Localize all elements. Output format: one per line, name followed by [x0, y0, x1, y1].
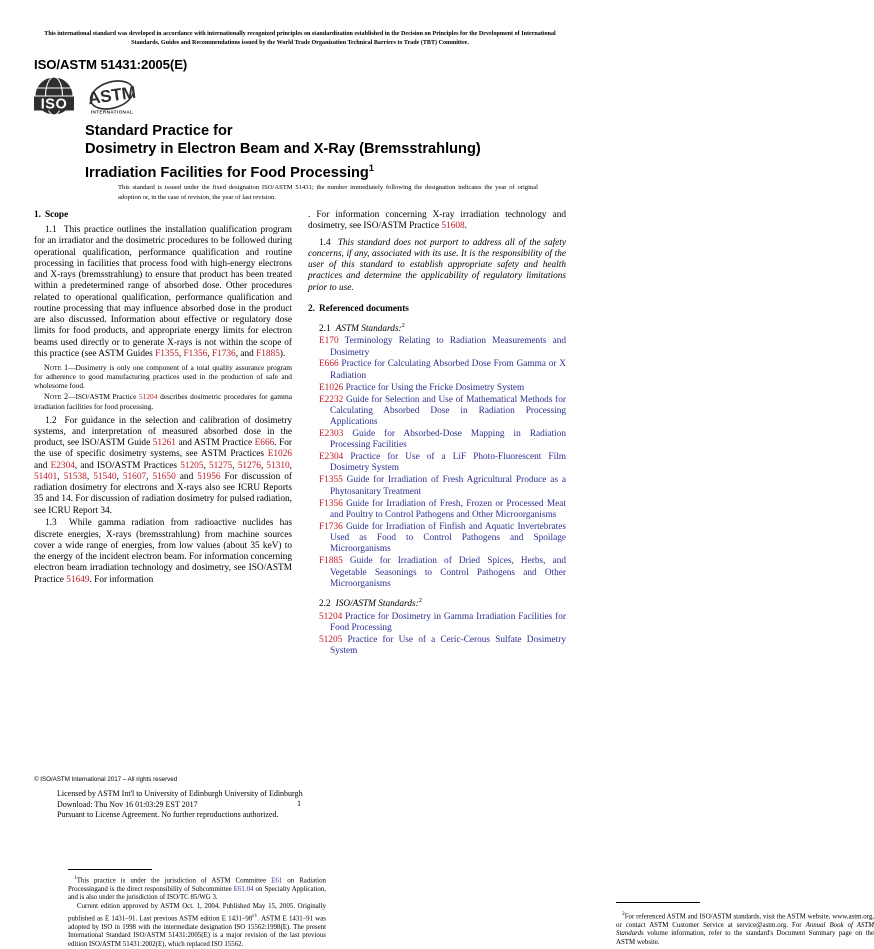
footnote-2-italic: Annual Book of ASTM Standards — [616, 921, 874, 938]
reference-designation[interactable]: E170 — [319, 336, 339, 347]
note-1-text: —Dosimetry is only one component of a total quality assurance program for adherence to good manufacturing practices used in the production of safe and wholesome food. — [34, 362, 292, 390]
subheading-title: ASTM Standards: — [335, 323, 402, 334]
para-text: This practice outlines the installation qualification program for an irradiator and the dosimetric procedures to be followed during operational qualification, performance qualification and routine processing in facilities that process food with high-energy electrons and X-rays (bremsstrahlung) to ensure that product has been treated within a predetermined range of absorbed dose. Other procedures related to operational qualification, performance qualification and routine processing that may influence absorbed dose in the product are also discussed. Information about effective or regulatory dose limits for food products, and appropriate energy limits for electron beams used directly or to generate X-rays is not within the scope of this practice (see ASTM Guides — [34, 225, 292, 359]
paragraph-1-3-cont — [308, 210, 566, 233]
link-f1885[interactable]: F1885 — [256, 348, 280, 359]
reference-designation[interactable]: E1026 — [319, 382, 344, 393]
para-text-e: , and ISO/ASTM Practices — [74, 460, 181, 471]
reference-designation[interactable]: F1356 — [319, 498, 343, 509]
link-e1026[interactable]: E1026 — [267, 449, 292, 460]
para-number: 1.3 — [45, 518, 57, 529]
standard-designation: ISO/ASTM 51431:2005(E) — [34, 57, 188, 72]
para-text-f: For discussion of radiation dosimetry for electrons and X-rays also see ICRU Reports 35 and 14. For discussion of radiation dosimetry for pulsed radiation, see ICRU Report 34. — [34, 471, 293, 516]
license-line-1: Licensed by ASTM Int'l to University of Edinburgh University of Edinburgh — [57, 789, 303, 798]
reference-designation[interactable]: E2304 — [319, 452, 344, 463]
link-51540[interactable]: 51540 — [93, 471, 117, 482]
link-e666[interactable]: E666 — [254, 438, 275, 449]
title-line-1: Standard Practice for — [85, 123, 233, 139]
note-2-text-a: —ISO/ASTM Practice — [68, 392, 139, 402]
license-line-3: Pursuant to License Agreement. No further reproductions authorized. — [57, 810, 279, 820]
footnote-1-text-d: Current edition approved by ASTM Oct. 1, 2004. Published May 15, 2005. Originally published as E 1431–91. Last previous ASTM edition E 1431–98 — [68, 903, 326, 922]
para-end: ). — [279, 348, 286, 359]
para-text-d: and — [34, 460, 51, 471]
paragraph-1-3: 1.3 While gamma radiation from radioactive nuclides has discrete energies, X-rays (bremsstrahlung) from machine sources cover a wide range of energies, from low values (about 35 keV) to the energy of the incident electron beam. For information concerning electron beam irradiation technology and dosimetry, see ISO/ASTM Practice 51649. For information — [34, 518, 292, 585]
reference-designation[interactable]: E666 — [319, 359, 339, 370]
license-line-2: Download: Thu Nov 16 01:03:29 EST 2017 — [57, 799, 198, 809]
reference-item[interactable] — [308, 499, 566, 522]
issue-statement: This standard is issued under the fixed designation ISO/ASTM 51431; the number immediately following the designation indicates the year of original adoption or, in the case of revision, the year of last revision. — [118, 184, 538, 201]
link-e2304[interactable]: E2304 — [50, 460, 75, 471]
para-text-b: and ASTM Practice — [175, 438, 255, 449]
reference-item[interactable] — [308, 383, 566, 394]
section-number: 1. — [34, 210, 41, 220]
link-e61-04[interactable]: E61.04 — [233, 885, 254, 893]
reference-title: Guide for Selection and Use of Mathematical Methods for Calculating Absorbed Dose in Radiation Processing Applications — [330, 394, 566, 428]
footnote-1-text-a: This practice is under the jurisdiction of ASTM Committee — [76, 877, 272, 885]
title-line-3 — [85, 159, 537, 182]
reference-title: Practice for Using the Fricke Dosimetry System — [345, 382, 525, 393]
reference-item[interactable] — [308, 359, 566, 382]
para-text-b: . For information concerning X-ray irradiation technology and dosimetry, see ISO/ASTM Practice — [308, 210, 566, 232]
reference-designation[interactable]: E2303 — [319, 429, 344, 439]
reference-item[interactable] — [308, 452, 566, 475]
subheading-title: ISO/ASTM Standards: — [335, 599, 419, 610]
link-51261[interactable]: 51261 — [152, 438, 176, 449]
reference-title: Guide for Absorbed-Dose Mapping in Radiation Processing Facilities — [330, 429, 566, 451]
footnote-2-para — [616, 910, 874, 948]
svg-text:INTERNATIONAL: INTERNATIONAL — [90, 109, 134, 115]
link-51401[interactable]: 51401 — [34, 471, 58, 482]
paragraph-1-4 — [308, 238, 566, 294]
svg-text:ISO: ISO — [40, 96, 68, 113]
reference-designation[interactable]: E2232 — [319, 394, 344, 405]
section-number: 2. — [308, 303, 315, 314]
note-2 — [34, 392, 292, 410]
title-line-3-text: Irradiation Facilities for Food Processing — [85, 164, 369, 181]
link-f1355[interactable]: F1355 — [155, 348, 179, 359]
link-51204[interactable]: 51204 — [138, 392, 158, 402]
section-title: Referenced documents — [318, 303, 409, 314]
link-f1736[interactable]: F1736 — [211, 348, 236, 359]
link-51276[interactable]: 51276 — [237, 460, 261, 471]
footnote-1-para-2 — [68, 903, 326, 949]
footnote-1-marker: 1 — [74, 875, 77, 881]
para-text: This standard does not purport to address all of the safety concerns, if any, associated with its use. It is the responsibility of the user of this standard to establish appropriate safety and health practices and determine the applicability of regulatory limitations prior to use. — [308, 237, 566, 293]
footnote-2-text-b: volume information, refer to the standard's Document Summary page on the ASTM website. — [616, 930, 874, 947]
para-number: 1.2 — [45, 415, 57, 426]
reference-designation[interactable]: F1355 — [319, 475, 343, 486]
reference-item[interactable] — [308, 556, 566, 590]
link-51650[interactable]: 51650 — [152, 471, 176, 482]
footnote-1-sup: ε1 — [252, 912, 258, 919]
subheading-number: 2.1 — [319, 323, 331, 334]
reference-item[interactable] — [308, 612, 566, 635]
footnote-rule-right — [616, 902, 700, 903]
subheading-number: 2.2 — [319, 599, 331, 610]
reference-title: Guide for Irradiation of Finfish and Aquatic Invertebrates Used as Food to Control Pathogens and Spoilage Microorganisms — [330, 521, 566, 555]
link-f1356[interactable]: F1356 — [183, 348, 208, 359]
reference-title: Guide for Irradiation of Fresh, Frozen or Processed Meat and Poultry to Control Pathogens and Other Microorganisms — [330, 498, 566, 520]
document-title — [85, 122, 537, 182]
license-block — [57, 789, 387, 821]
page-number: 1 — [297, 799, 301, 808]
para-number: 1.4 — [319, 237, 331, 248]
link-51608[interactable]: 51608 — [441, 221, 465, 232]
reference-item[interactable] — [308, 522, 566, 556]
right-column — [308, 210, 874, 947]
reference-item[interactable] — [308, 429, 566, 452]
reference-title: Terminology Relating to Radiation Measurements and Dosimetry — [330, 336, 567, 358]
section-title: Scope — [44, 210, 69, 220]
link-51275[interactable]: 51275 — [208, 460, 233, 471]
para-number: 1.1 — [45, 225, 57, 236]
reference-title: Practice for Use of a LiF Photo-Fluorescent Film Dosimetry System — [330, 452, 567, 474]
paragraph-1-1: 1.1 This practice outlines the installation qualification program for an irradiator and the dosimetric procedures to be followed during operational qualification, performance qualification and routine processing in facilities that process food with high-energy electrons and X-rays (bremsstrahlung) to ensure that product has been treated within a predetermined range of absorbed dose. Other procedures related to operational qualification, performance qualification and routine processing that may influence absorbed dose in the product are also discussed. Information about effective or regulatory dose limits for food products, and appropriate energy limits for electron beams used directly or to generate X-rays is not within the scope of this practice (see ASTM Guides F1355, F1356, F1736, and F1885). — [34, 225, 292, 359]
title-footnote-marker: 1 — [368, 162, 374, 173]
link-51310[interactable]: 51310 — [266, 460, 290, 471]
para-text-c: . For the use of specific dosimetry systems, see ASTM Practices — [34, 438, 292, 460]
footnote-1 — [68, 874, 326, 949]
section-heading-scope — [34, 210, 292, 221]
link-51607[interactable]: 51607 — [122, 471, 147, 482]
footnote-1-para-1 — [68, 874, 326, 903]
note-1 — [34, 363, 292, 390]
note-2-label: Note 2 — [44, 392, 69, 402]
reference-title: Practice for Dosimetry in Gamma Irradiation Facilities for Food Processing — [330, 611, 566, 633]
footnote-2-marker: 2 — [622, 911, 625, 917]
para-text-a: While gamma radiation from radioactive nuclides has discrete energies, X-rays (bremsstrahlung) from machine sources cover a wide range of energies, from low values (about 35 keV) to the energy of the incident electron beam. For information concerning electron beam irradiation technology and dosimetry, see ISO/ASTM Practice — [34, 518, 292, 585]
reference-designation[interactable]: 51204 — [319, 611, 343, 622]
reference-title: Practice for Use of a Ceric-Cerous Sulfate Dosimetry System — [330, 634, 566, 657]
para-text-a: For guidance in the selection and calibration of dosimetry systems, and interpretation of measured absorbed dose in the product, see ISO/ASTM Guide — [34, 415, 292, 449]
reference-item[interactable] — [308, 635, 566, 658]
footnote-rule-left — [68, 869, 152, 870]
subheading-footnote-marker: 2 — [418, 597, 422, 605]
reference-item[interactable] — [308, 475, 566, 498]
subheading-footnote-marker: 2 — [401, 321, 405, 329]
reference-title: Guide for Irradiation of Fresh Agricultural Produce as a Phytosanitary Treatment — [330, 475, 566, 497]
tbt-banner: This international standard was developed in accordance with internationally recognized principles on standardization established in the Decision on Principles for the Development of International Standards, Guides and Recommendations issued by the World Trade Organization Technical Barriers to Trade (TBT) Committee. — [44, 31, 556, 47]
reference-designation[interactable]: F1736 — [319, 521, 343, 532]
footnote-1-text-b: on Radiation Processingand is the direct responsibility of Subcommittee — [68, 877, 326, 893]
footnote-1-text-e: . ASTM E 1431–91 was adopted by ISO in 1998 with the intermediate designation ISO 15562:1998(E). The present International Standard ISO/ASTM 51431:2005(E) is a major revision of the last previous edition ISO/ASTM 51431:2002(E), which replaced ISO 15562. — [68, 914, 326, 948]
link-51538[interactable]: 51538 — [63, 471, 87, 482]
copyright-notice: © ISO/ASTM International 2017 – All rights reserved — [34, 776, 178, 783]
para-text-c: . — [464, 221, 467, 232]
svg-text:ASTM: ASTM — [86, 82, 138, 109]
reference-title: Practice for Calculating Absorbed Dose From Gamma or X Radiation — [330, 359, 566, 381]
logo-row — [34, 76, 136, 116]
reference-item[interactable] — [308, 336, 566, 359]
footnote-2 — [616, 910, 874, 948]
paragraph-1-2: 1.2 For guidance in the selection and calibration of dosimetry systems, and interpretation of measured absorbed dose in the product, see ISO/ASTM Guide 51261 and ASTM Practice E666. For the use of specific dosimetry systems, see ASTM Practices E1026 and E2304, and ISO/ASTM Practices 51205, 51275, 51276, 51310, 51401, 51538, 51540, 51607, 51650 and 51956 For discussion of radiation dosimetry for electrons and X-rays also see ICRU Reports 35 and 14. For discussion of radiation dosimetry for pulsed radiation, see ICRU Report 34. — [34, 415, 293, 516]
iso-logo — [34, 76, 74, 116]
reference-designation[interactable]: 51205 — [319, 634, 343, 645]
link-51956[interactable]: 51956 — [197, 471, 221, 482]
reference-title: Guide for Irradiation of Dried Spices, Herbs, and Vegetable Seasonings to Control Pathogens and Other Microorganisms — [330, 556, 566, 589]
footnote-1-text-c: on Specialty Application, and is also under the jurisdiction of ISO/TC 85/WG 3. — [68, 885, 326, 902]
reference-item[interactable] — [308, 395, 566, 429]
section-heading-referenced-documents — [308, 304, 566, 315]
link-51649[interactable]: 51649 — [66, 574, 90, 585]
astm-international-logo — [88, 76, 136, 116]
subheading-iso-astm-standards — [308, 595, 566, 611]
subheading-astm-standards — [308, 320, 566, 336]
note-1-label: Note 1 — [44, 362, 69, 372]
title-line-2: Dosimetry in Electron Beam and X-Ray (Bremsstrahlung) — [85, 141, 481, 158]
para-and: and — [175, 471, 198, 482]
footnote-2-text-a: For referenced ASTM and ISO/ASTM standards, visit the ASTM website, www.astm.org, or contact ASTM Customer Service at service@astm.org. For — [616, 913, 874, 929]
note-2-text-b: describes dosimetric procedures for gamma irradiation facilities for food processing. — [34, 392, 292, 411]
link-51205[interactable]: 51205 — [180, 460, 204, 471]
link-e61[interactable]: E61 — [271, 877, 283, 885]
reference-designation[interactable]: F1885 — [319, 556, 343, 567]
